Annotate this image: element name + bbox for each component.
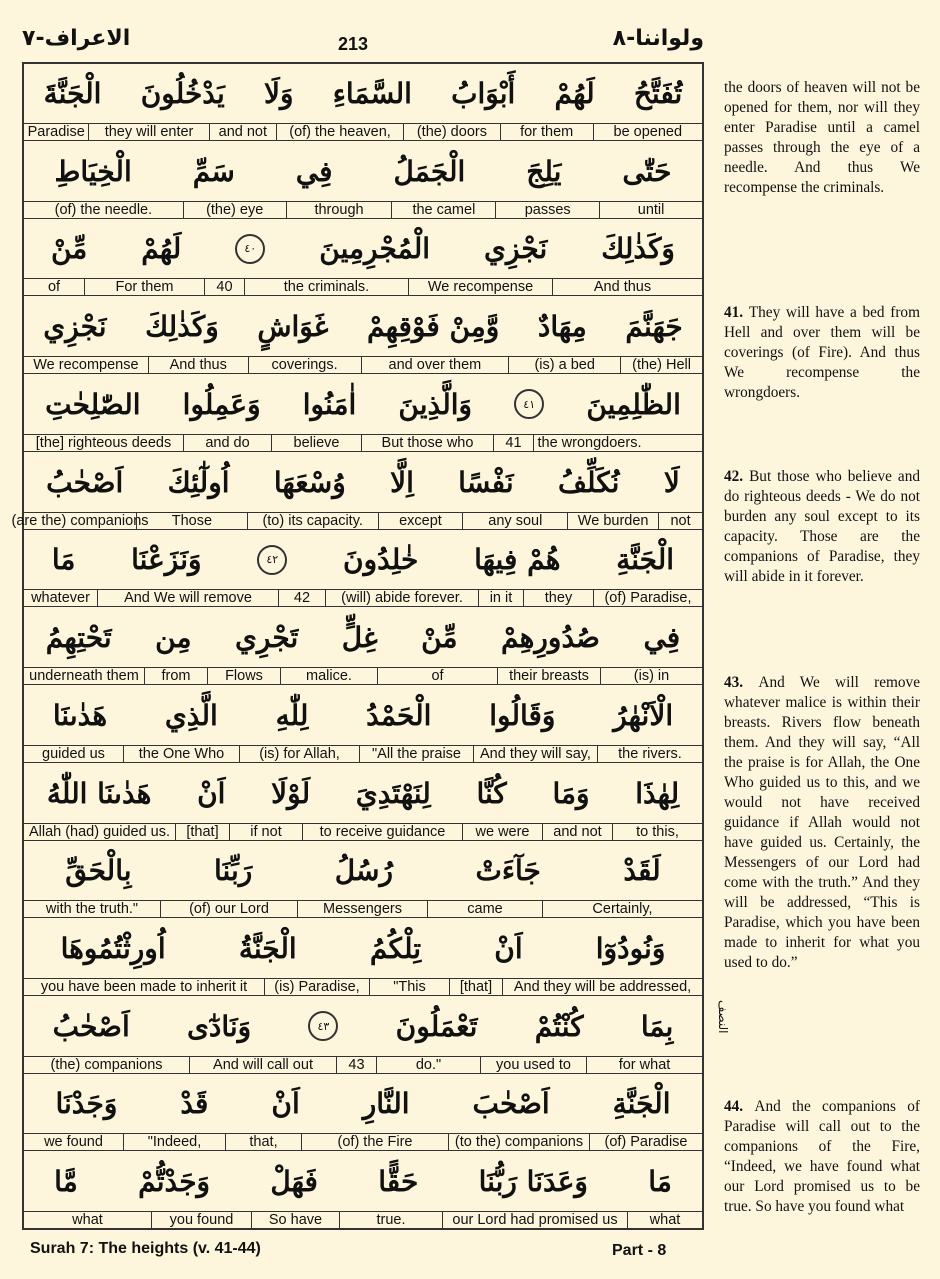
- arabic-word: حَقًّا: [378, 1165, 419, 1199]
- arabic-word: مِن: [155, 621, 192, 655]
- gloss-cell: the One Who: [123, 746, 239, 762]
- english-gloss-row: [24, 278, 702, 296]
- gloss-cell: "All the praise: [359, 746, 473, 762]
- gloss-cell: except: [378, 513, 463, 529]
- arabic-word: فَهَلْ: [270, 1165, 318, 1199]
- gloss-cell: (to the) companions: [448, 1134, 589, 1150]
- arabic-word: وُسْعَهَا: [273, 465, 346, 499]
- gloss-cell: if not: [229, 824, 302, 840]
- arabic-word: وَقَالُوا: [489, 698, 556, 732]
- gloss-cell: (the) eye: [183, 202, 286, 218]
- gloss-cell: through: [286, 202, 392, 218]
- gloss-cell: 42: [278, 590, 325, 606]
- gloss-cell: for them: [500, 124, 593, 140]
- gloss-cell: (of) the needle.: [54, 201, 153, 218]
- gloss-cell: Paradise: [27, 124, 85, 140]
- gloss-cell: (are the) companions: [11, 512, 149, 529]
- gloss-cell: [that]: [175, 824, 229, 840]
- gloss-cell: whatever: [31, 590, 90, 607]
- ayah-number-mark: ٤٠: [235, 234, 265, 264]
- english-gloss-row: [24, 978, 702, 996]
- arabic-word: وَعَمِلُوا: [182, 387, 261, 421]
- arabic-row: [24, 64, 702, 123]
- arabic-row: [24, 142, 702, 201]
- gloss-cell: the criminals.: [244, 279, 408, 295]
- arabic-word: الْجَنَّةَ: [43, 77, 102, 110]
- gloss-cell: in it: [478, 590, 523, 606]
- arabic-word: الصّٰلِحٰتِ: [45, 387, 141, 421]
- gloss-cell: And thus: [552, 279, 692, 295]
- ayah-number-mark: ٤١: [514, 389, 544, 419]
- arabic-word: جَهَنَّمَ: [625, 310, 683, 344]
- arabic-row: [24, 1152, 702, 1211]
- gloss-cell: guided us: [42, 745, 105, 762]
- arabic-word: نَجْزِي: [484, 232, 548, 266]
- gloss-cell: until: [599, 202, 702, 218]
- gloss-cell: (is) Paradise,: [264, 979, 369, 995]
- gloss-cell: But those who: [361, 435, 493, 451]
- gloss-cell: Those: [136, 513, 247, 529]
- gloss-cell: (of) our Lord: [160, 901, 297, 917]
- gloss-cell: from: [144, 668, 207, 684]
- arabic-word: رَبِّنَا: [214, 854, 253, 888]
- translation-text: They will have a bed from Hell and over them will be coverings (of Fire). And thus We recompense the wrongdoers.: [724, 304, 920, 401]
- arabic-word: تِلْكُمُ: [369, 932, 422, 966]
- gloss-cell: "This: [369, 979, 449, 995]
- arabic-word: وَلَا: [264, 77, 294, 110]
- gloss-cell: any soul: [462, 513, 567, 529]
- gloss-cell: underneath them: [29, 668, 139, 685]
- arabic-row: [24, 453, 702, 512]
- gloss-cell: [that]: [449, 979, 502, 995]
- arabic-word: وَعَدَنَا رَبُّنَا: [478, 1165, 588, 1199]
- arabic-word: مَّا: [54, 1165, 78, 1199]
- arabic-word: اَنْ: [197, 776, 226, 810]
- gloss-cell: 41: [493, 435, 533, 451]
- gloss-cell: came: [427, 901, 542, 917]
- translation-paragraph: [724, 1097, 920, 1217]
- gloss-cell: believe: [271, 435, 361, 451]
- arabic-word: تَعْمَلُونَ: [395, 1009, 478, 1043]
- arabic-word: لِنَهْتَدِيَ: [355, 776, 431, 810]
- arabic-word: الْجَمَلُ: [393, 154, 466, 188]
- page-number: 213: [338, 34, 369, 54]
- gloss-cell: (of) the Fire: [301, 1134, 448, 1150]
- arabic-word: حَتّٰى: [622, 154, 672, 188]
- arabic-word: لَقَدْ: [623, 854, 661, 888]
- arabic-word: قَدْ: [180, 1087, 209, 1121]
- arabic-word: الْجَنَّةِ: [616, 543, 675, 577]
- verse-number: 44.: [724, 1098, 755, 1115]
- translation-text: And the companions of Paradise will call out to the companions of the Fire, “Indeed, we have found what our Lord promised us to be true. So have you found what: [724, 1098, 920, 1215]
- gloss-cell: (the) Hell: [620, 357, 702, 373]
- gloss-cell: with the truth.": [45, 901, 139, 918]
- arabic-word: وَجَدْنَا: [55, 1087, 118, 1121]
- gloss-cell: Certainly,: [542, 901, 702, 917]
- gloss-cell: (of) Paradise: [589, 1134, 702, 1150]
- arabic-word: صُدُورِهِمْ: [501, 621, 600, 655]
- arabic-word: مَا: [648, 1165, 672, 1199]
- arabic-row: [24, 297, 702, 356]
- english-gloss-row: [24, 1133, 702, 1151]
- arabic-word: لَوْلَا: [271, 776, 311, 810]
- arabic-word: كُنَّا: [476, 776, 507, 810]
- arabic-word: نَفْسًا: [458, 465, 514, 499]
- juz-marker: النصف: [716, 1000, 730, 1034]
- arabic-word: اَصْحٰبُ: [52, 1009, 130, 1043]
- gloss-cell: And will call out: [189, 1057, 336, 1073]
- arabic-word: نَجْزِي: [43, 310, 107, 344]
- arabic-word: سَمِّ: [192, 154, 235, 188]
- gloss-cell: that,: [225, 1134, 301, 1150]
- gloss-cell: what: [72, 1212, 103, 1229]
- ayah-number-mark: ٤٢: [257, 545, 287, 575]
- gloss-cell: you used to: [480, 1057, 586, 1073]
- gloss-cell: and not: [209, 124, 276, 140]
- gloss-cell: We burden: [567, 513, 658, 529]
- english-gloss-row: [24, 589, 702, 607]
- gloss-cell: And thus: [148, 357, 248, 373]
- arabic-row: [24, 1074, 702, 1133]
- gloss-cell: the camel: [391, 202, 495, 218]
- english-gloss-row: [24, 900, 702, 918]
- gloss-cell: and do: [183, 435, 271, 451]
- arabic-word: اَنْ: [494, 932, 523, 966]
- gloss-cell: (of) the heaven,: [276, 124, 403, 140]
- arabic-word: جَآءَتْ: [475, 854, 541, 888]
- arabic-word: تَحْتِهِمُ: [45, 621, 112, 655]
- gloss-cell: the wrongdoers.: [533, 435, 645, 451]
- arabic-word: وَّمِنْ فَوْقِهِمْ: [366, 310, 500, 344]
- arabic-word: الْاَنْهٰرُ: [613, 698, 674, 732]
- gloss-cell: (the) companions: [50, 1056, 163, 1073]
- gloss-cell: you found: [151, 1212, 251, 1228]
- arabic-word: فِي: [643, 621, 681, 655]
- arabic-word: رُسُلُ: [334, 854, 393, 888]
- arabic-word: الْحَمْدُ: [366, 698, 432, 732]
- arabic-word: بِالْحَقِّ: [65, 854, 132, 888]
- arabic-row: [24, 608, 702, 667]
- gloss-cell: do.": [376, 1057, 480, 1073]
- arabic-word: اُولٰٓئِكَ: [167, 465, 230, 499]
- arabic-word: لِهٰذَا: [635, 776, 680, 810]
- gloss-cell: not: [658, 513, 702, 529]
- translation-text: the doors of heaven will not be opened for them, nor will they enter Paradise until a camel passes through the eye of a needle. And thus We recompense the criminals.: [724, 79, 920, 196]
- gloss-cell: the rivers.: [597, 746, 702, 762]
- footer-part: Part - 8: [612, 1242, 667, 1259]
- gloss-cell: and over them: [361, 357, 509, 373]
- word-by-word-grid: [11, 62, 704, 1230]
- english-gloss-row: [24, 823, 702, 841]
- arabic-word: اَنْ: [271, 1087, 300, 1121]
- arabic-word: النَّارِ: [362, 1087, 410, 1121]
- arabic-row: [24, 919, 702, 978]
- arabic-word: أَبْوَابُ: [451, 77, 516, 110]
- gloss-cell: (of) Paradise,: [593, 590, 702, 606]
- arabic-word: مَا: [51, 543, 76, 577]
- gloss-cell: Messengers: [297, 901, 427, 917]
- gloss-cell: We recompense: [33, 357, 139, 374]
- arabic-word: كُنْتُمْ: [534, 1009, 584, 1043]
- gloss-cell: (will) abide forever.: [325, 590, 478, 606]
- arabic-word: غَوَاشٍ: [257, 310, 329, 344]
- gloss-cell: We recompense: [408, 279, 552, 295]
- gloss-cell: (is) in: [600, 668, 702, 684]
- gloss-cell: what: [627, 1212, 702, 1228]
- gloss-cell: (is) for Allah,: [239, 746, 359, 762]
- translation-text: But those who believe and do righteous deeds - We do not burden any soul except to its capacity. Those are the companions of Paradise, they will abide in it forever.: [724, 468, 920, 585]
- arabic-row: [24, 997, 702, 1056]
- ayah-number-mark: ٤٣: [308, 1011, 338, 1041]
- arabic-word: الْجَنَّةِ: [612, 1087, 671, 1121]
- gloss-cell: our Lord had promised us: [442, 1212, 627, 1228]
- arabic-word: الظّٰلِمِينَ: [586, 387, 681, 421]
- arabic-word: يَدْخُلُونَ: [140, 77, 225, 110]
- arabic-word: وَالَّذِينَ: [398, 387, 473, 421]
- gloss-cell: And We will remove: [97, 590, 278, 606]
- english-gloss-row: [24, 1056, 702, 1074]
- arabic-word: هُمْ فِيهَا: [474, 543, 561, 577]
- translation-paragraph: [724, 673, 920, 973]
- gloss-cell: we found: [44, 1134, 103, 1151]
- gloss-cell: to this,: [612, 824, 702, 840]
- arabic-word: وَنَادٰٓى: [186, 1009, 252, 1043]
- gloss-cell: Flows: [207, 668, 280, 684]
- arabic-word: الْجَنَّةُ: [238, 932, 297, 966]
- arabic-word: نُكَلِّفُ: [557, 465, 620, 499]
- arabic-word: وَكَذٰلِكَ: [145, 310, 219, 344]
- arabic-word: وَكَذٰلِكَ: [601, 232, 675, 266]
- arabic-word: لِلّٰهِ: [275, 698, 309, 732]
- arabic-word: مِّنْ: [421, 621, 458, 655]
- gloss-cell: 40: [204, 279, 244, 295]
- english-gloss-row: [24, 356, 702, 374]
- english-gloss-row: [24, 201, 702, 219]
- gloss-cell: coverings.: [248, 357, 361, 373]
- gloss-cell: For them: [84, 279, 204, 295]
- arabic-word: تَجْرِي: [235, 621, 299, 655]
- gloss-cell: true.: [339, 1212, 442, 1228]
- gloss-cell: they will enter: [88, 124, 208, 140]
- arabic-word: الْخِيَاطِ: [54, 154, 132, 188]
- footer-surah: Surah 7: The heights (v. 41-44): [30, 1240, 261, 1257]
- english-gloss-row: [24, 1211, 702, 1229]
- arabic-word: لَا: [663, 465, 680, 499]
- arabic-row: [24, 686, 702, 745]
- arabic-row: [24, 530, 702, 589]
- gloss-cell: Allah (had) guided us.: [28, 823, 171, 840]
- gloss-cell: you have been made to inherit it: [40, 979, 248, 996]
- arabic-word: غِلٍّ: [341, 621, 378, 655]
- arabic-word: لَهُمْ: [141, 232, 182, 266]
- arabic-row: [24, 764, 702, 823]
- gloss-cell: 43: [336, 1057, 376, 1073]
- gloss-cell: to receive guidance: [302, 824, 462, 840]
- arabic-word: تُفَتَّحُ: [633, 77, 683, 110]
- arabic-word: وَجَدْتُّمْ: [138, 1165, 211, 1199]
- gloss-cell: (the) doors: [403, 124, 500, 140]
- translation-paragraph: [724, 467, 920, 587]
- arabic-word: بِمَا: [640, 1009, 674, 1043]
- verse-number: 41.: [724, 304, 749, 321]
- english-gloss-row: [24, 434, 702, 452]
- english-gloss-row: [24, 745, 702, 763]
- header-surah-label: الاعراف-۷: [22, 26, 131, 51]
- arabic-word: اِلَّا: [390, 465, 414, 499]
- gloss-cell: of: [47, 279, 61, 296]
- arabic-word: لَهُمْ: [554, 77, 595, 110]
- gloss-cell: [the] righteous deeds: [35, 434, 172, 451]
- gloss-cell: we were: [462, 824, 542, 840]
- english-gloss-row: [24, 123, 702, 141]
- arabic-word: وَمَا: [552, 776, 590, 810]
- verse-number: 42.: [724, 468, 750, 485]
- gloss-cell: of: [377, 668, 497, 684]
- gloss-cell: for what: [586, 1057, 702, 1073]
- arabic-word: مِهَادٌ: [537, 310, 587, 344]
- arabic-row: [24, 375, 702, 434]
- gloss-cell: be opened: [593, 124, 702, 140]
- translation-paragraph: [724, 78, 920, 198]
- english-gloss-row: [24, 667, 702, 685]
- header-juz-label: ولواننا-۸: [612, 26, 704, 51]
- arabic-word: وَنَزَعْنَا: [131, 543, 202, 577]
- arabic-word: اَصْحٰبَ: [472, 1087, 550, 1121]
- gloss-cell: "Indeed,: [123, 1134, 225, 1150]
- arabic-word: اَصْحٰبُ: [46, 465, 124, 499]
- arabic-word: خٰلِدُونَ: [343, 543, 419, 577]
- arabic-word: هَدٰىنَا اللّٰهُ: [46, 776, 152, 810]
- translation-paragraph: [724, 303, 920, 403]
- gloss-cell: they: [523, 590, 593, 606]
- gloss-cell: their breasts: [497, 668, 600, 684]
- arabic-row: [24, 219, 702, 278]
- arabic-word: السَّمَاءِ: [332, 77, 412, 110]
- arabic-word: هَدٰىنَا: [52, 698, 108, 732]
- arabic-word: فِي: [295, 154, 333, 188]
- gloss-cell: And they will be addressed,: [502, 979, 702, 995]
- arabic-word: الْمُجْرِمِينَ: [319, 232, 431, 266]
- gloss-cell: So have: [251, 1212, 339, 1228]
- gloss-cell: malice.: [280, 668, 377, 684]
- arabic-word: مِّنْ: [50, 232, 88, 266]
- arabic-row: [24, 841, 702, 900]
- gloss-cell: (to) its capacity.: [247, 513, 378, 529]
- gloss-cell: And they will say,: [473, 746, 597, 762]
- gloss-cell: and not: [542, 824, 612, 840]
- verse-number: 43.: [724, 674, 759, 691]
- arabic-word: يَلِجَ: [526, 154, 562, 188]
- arabic-word: الَّذِي: [164, 698, 218, 732]
- arabic-word: اٰمَنُوا: [302, 387, 357, 421]
- arabic-word: وَنُودُوٓا: [595, 932, 666, 966]
- translation-text: And We will remove whatever malice is within their breasts. Rivers flow beneath them. And they will say, “All the praise is for Allah, the One Who guided us to this, and we would not have received guidance if Allah would not have guided us. Certainly, the Messengers of our Lord had come with the truth.” And they will be addressed, “This is Paradise, which you have been made to inherit for what you used to do.”: [724, 674, 920, 971]
- arabic-word: اُورِثْتُمُوهَا: [60, 932, 166, 966]
- english-gloss-row: [11, 512, 702, 530]
- gloss-cell: passes: [495, 202, 599, 218]
- gloss-cell: (is) a bed: [508, 357, 620, 373]
